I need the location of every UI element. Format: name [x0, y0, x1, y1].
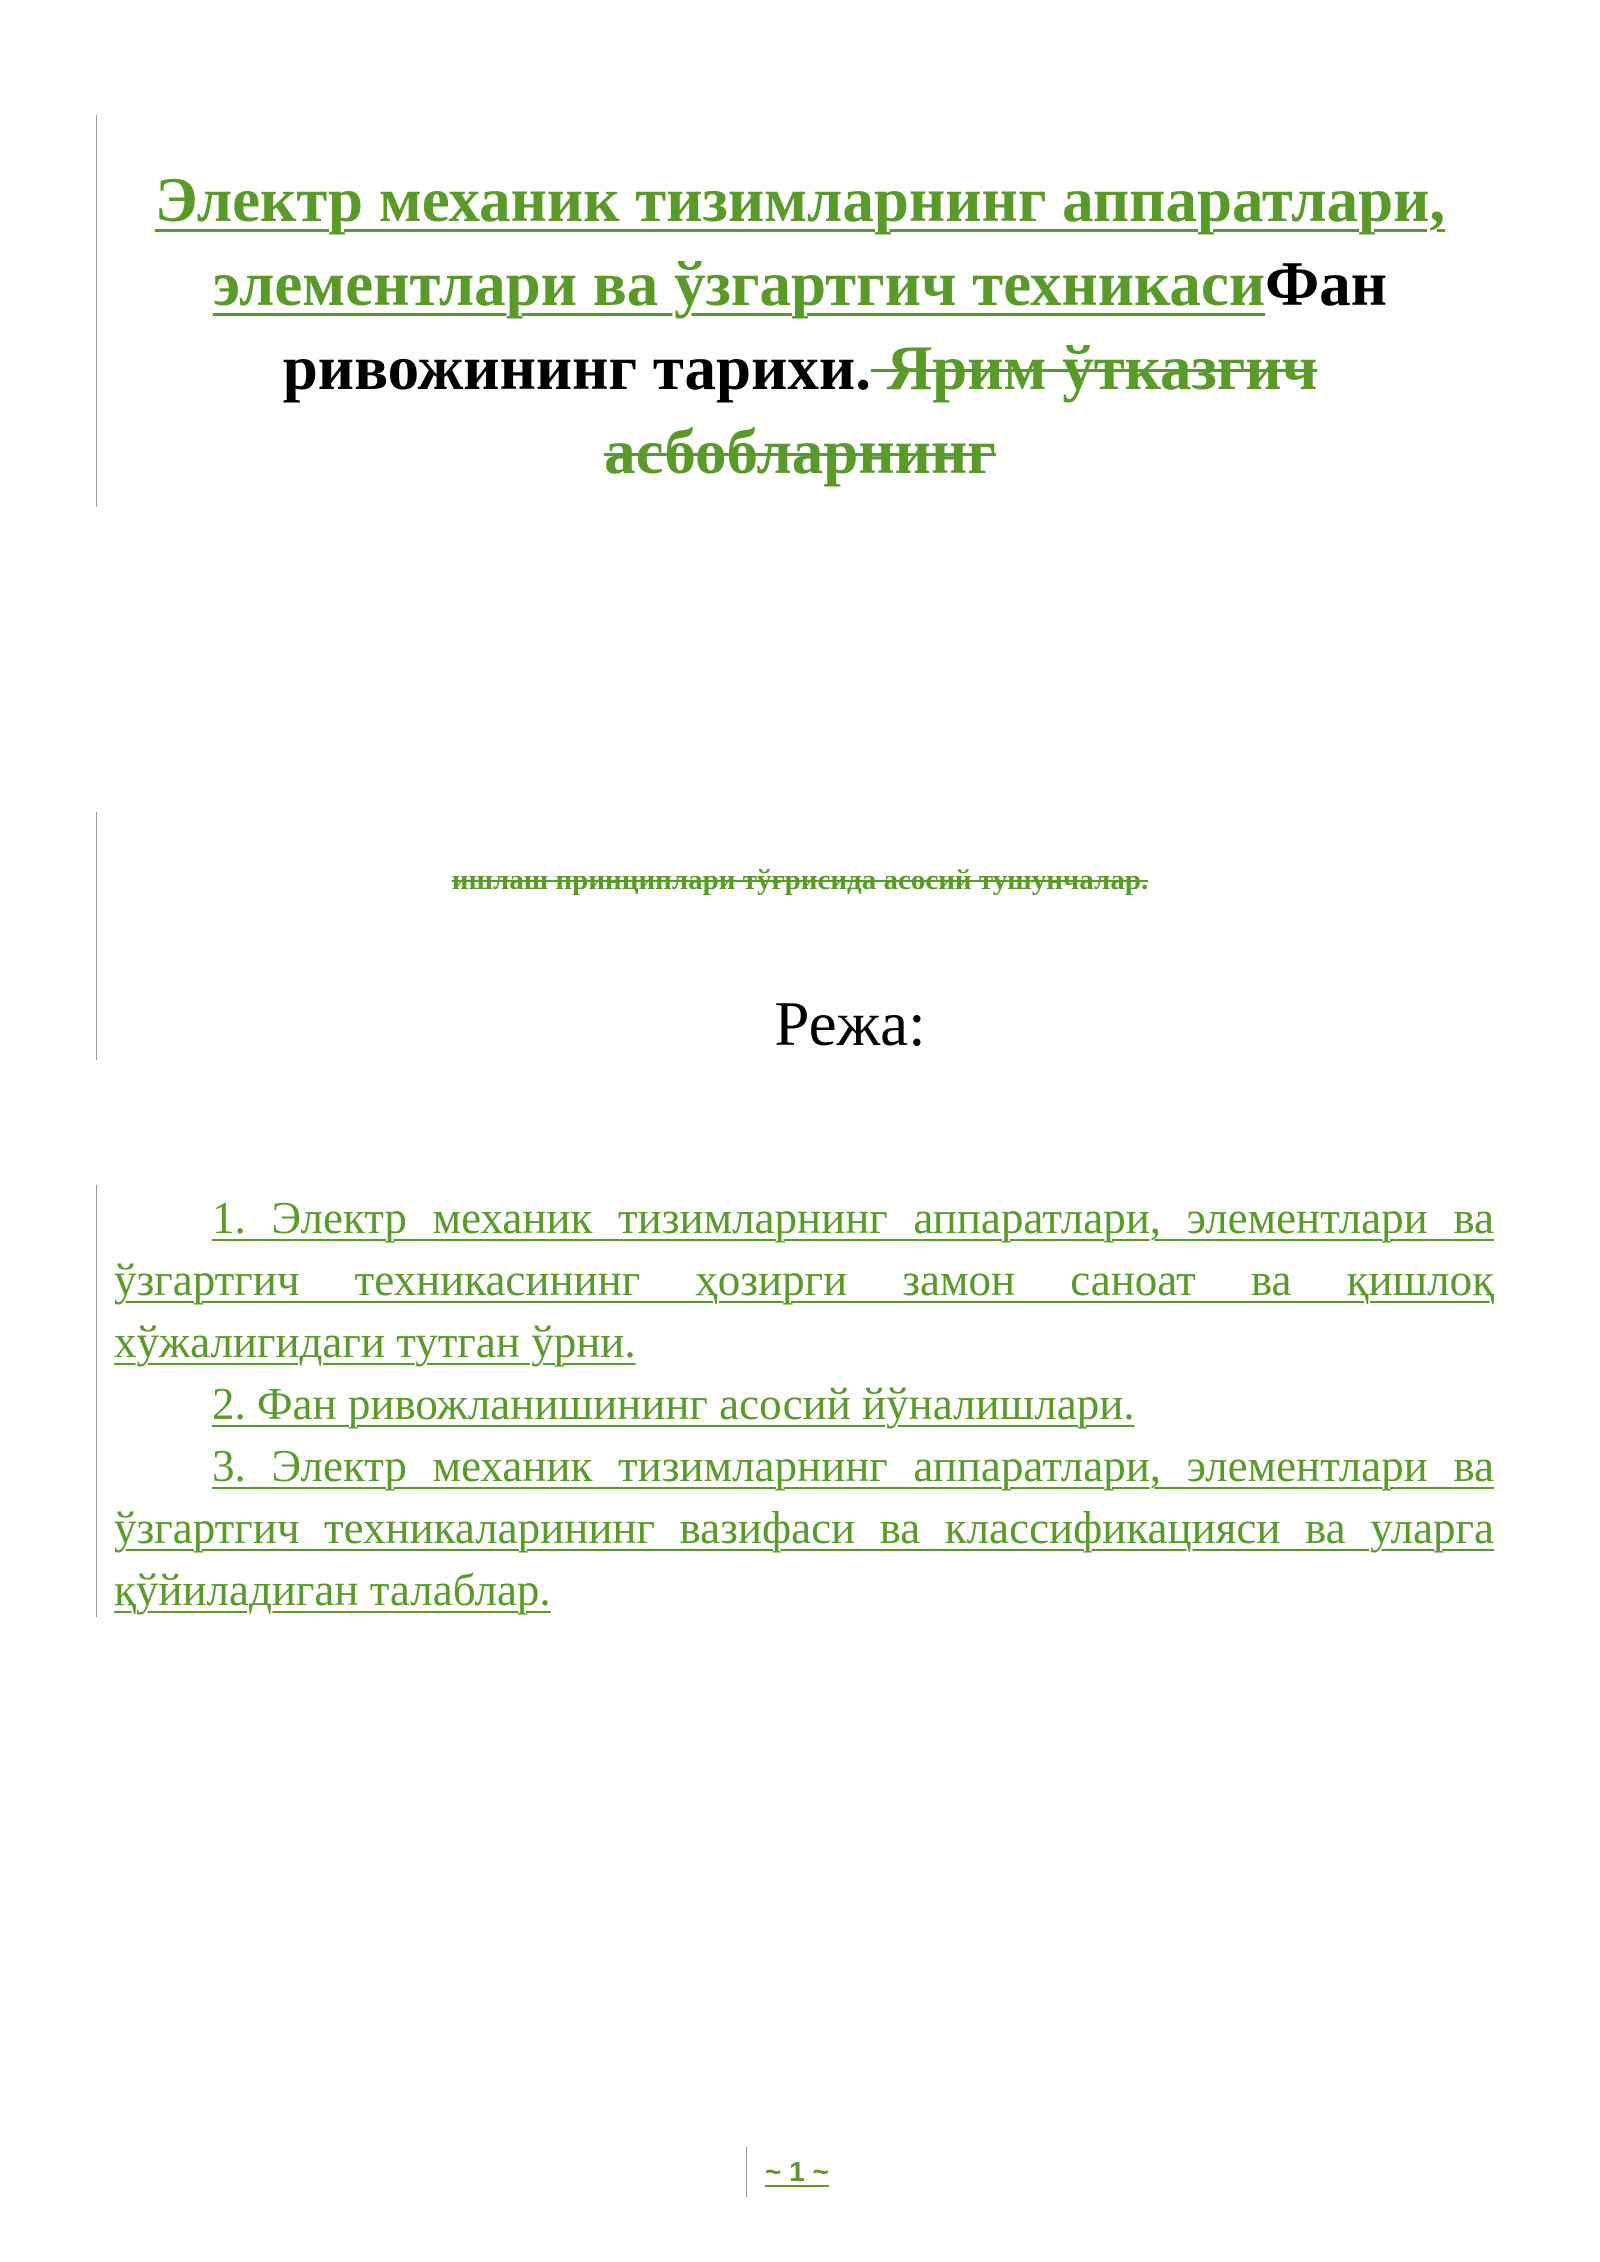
plan-item [114, 1435, 1494, 1621]
plan-item-text: 3. Электр механик тизимларнинг аппаратлари, элементлари ва ўзгартгич техникаларининг вазифаси ва классификацияси ва уларга қўйиладиган талаблар. [114, 1441, 1494, 1615]
plan-item-text: 2. Фан ривожланишининг асосий йўналишлари. [212, 1379, 1135, 1429]
title-inserted-text: Электр механик тизимларнинг аппаратлари, элементлари ва ўзгартгич техникаси [154, 165, 1446, 319]
document-title [110, 158, 1490, 494]
title-deleted-text: Ярим ўтказгич асбобларнинг [604, 333, 1318, 487]
plan-item [114, 1373, 1494, 1435]
change-bar [96, 1185, 97, 1617]
plan-item [114, 1187, 1494, 1373]
subtitle-deleted [110, 862, 1490, 898]
plan-list [114, 1187, 1494, 1621]
plan-heading: Режа: [774, 989, 926, 1059]
subtitle-deleted-text: ишлаш принциплари тўғрисида асосий тушунчалар. [451, 864, 1149, 896]
plan-item-text: 1. Электр механик тизимларнинг аппаратлари, элементлари ва ўзгартгич техникасининг ҳозирги замон саноат ва қишлоқ хўжалигидаги тутган ўрни. [114, 1193, 1494, 1367]
change-bar [96, 115, 97, 507]
title-kept-text: Фан ривожининг тарихи. [282, 249, 1388, 403]
page-number: ~ 1 ~ [765, 2156, 829, 2187]
page-footer [746, 2147, 829, 2197]
